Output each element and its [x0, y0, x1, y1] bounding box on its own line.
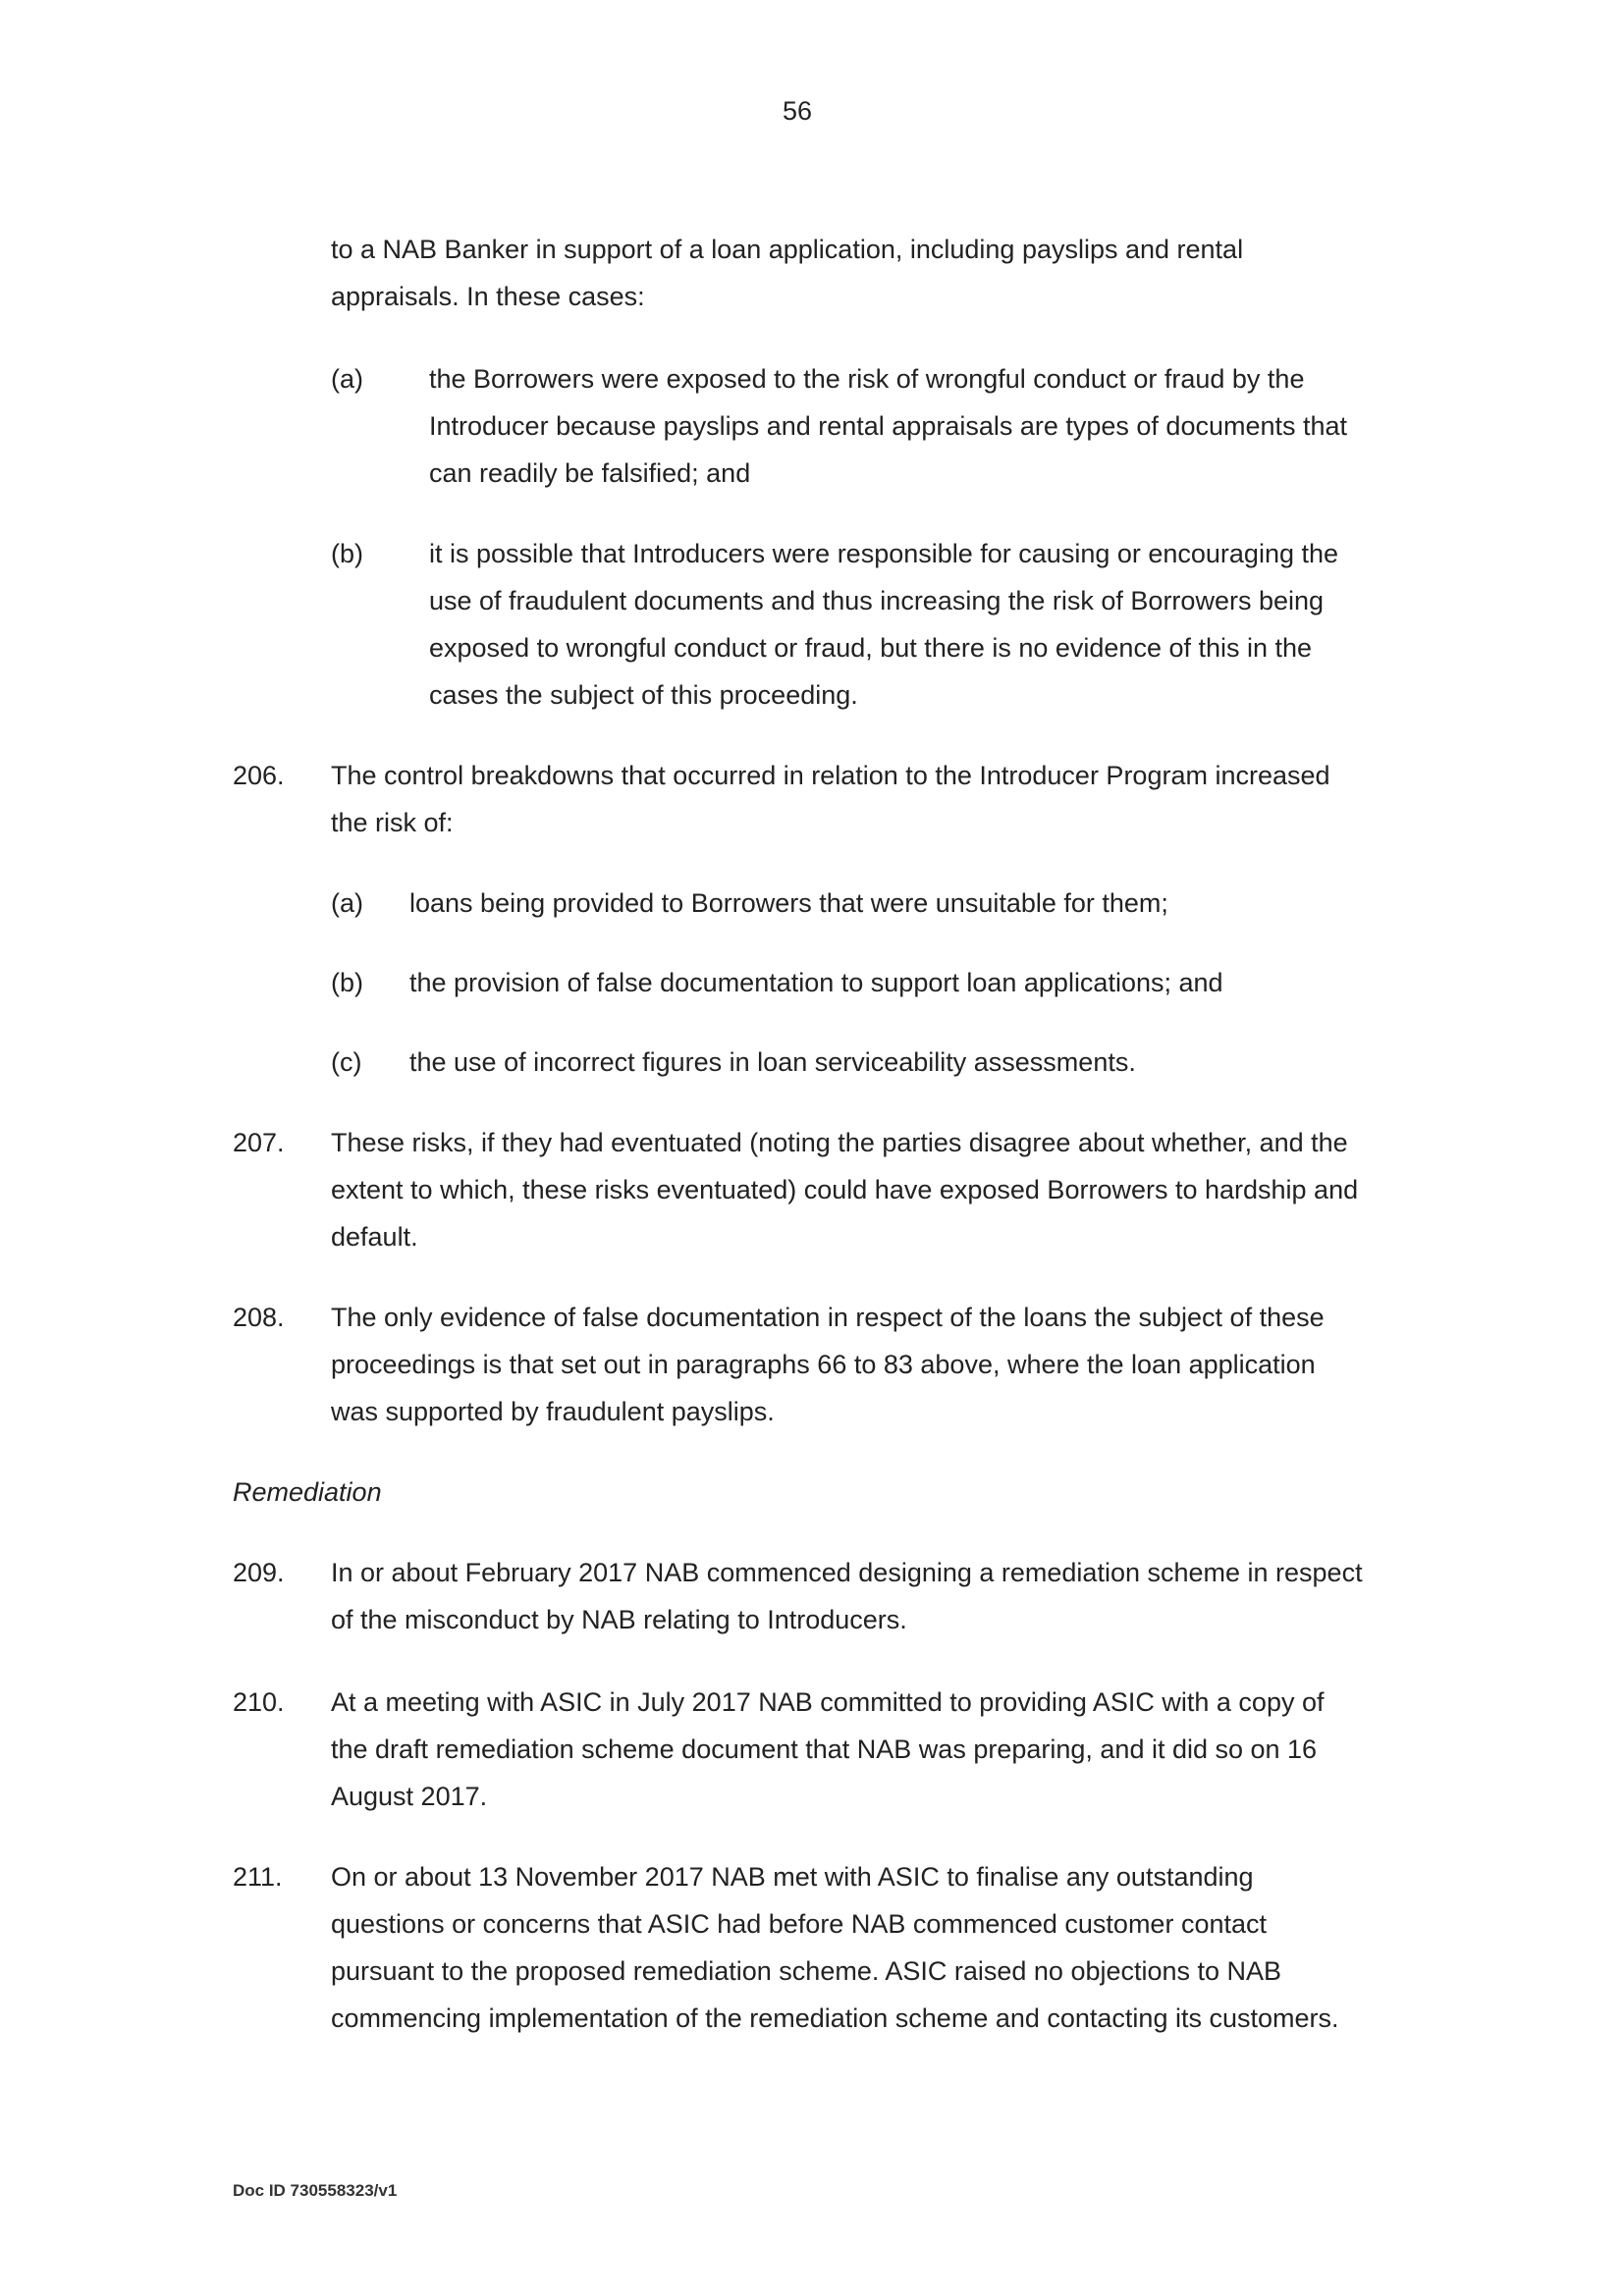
continuation-paragraph	[331, 226, 1411, 320]
page-number: 56	[782, 96, 813, 126]
paragraph-number: 211.	[233, 1862, 283, 1892]
sub-item-label: (c)	[331, 1047, 362, 1077]
text-line: In or about February 2017 NAB commenced designing a remediation scheme in respect	[331, 1558, 1363, 1587]
text-line: extent to which, these risks eventuated) could have exposed Borrowers to hardship and	[331, 1175, 1359, 1204]
text-line: On or about 13 November 2017 NAB met with ASIC to finalise any outstanding	[331, 1862, 1254, 1892]
sub-item-label: (a)	[331, 888, 363, 918]
text-line: commencing implementation of the remediation scheme and contacting its customers.	[331, 2003, 1339, 2033]
text-line: to a NAB Banker in support of a loan application, including payslips and rental	[331, 235, 1244, 264]
text-line: appraisals. In these cases:	[331, 282, 645, 311]
text-line: cases the subject of this proceeding.	[429, 680, 858, 710]
text-line: August 2017.	[331, 1782, 488, 1811]
text-line: exposed to wrongful conduct or fraud, but there is no evidence of this in the	[429, 633, 1313, 663]
text-line: At a meeting with ASIC in July 2017 NAB committed to providing ASIC with a copy of	[331, 1687, 1325, 1717]
paragraph-text	[331, 1549, 1411, 1643]
text-line: Introducer because payslips and rental appraisals are types of documents that	[429, 411, 1348, 441]
paragraph-text	[331, 1119, 1411, 1260]
paragraph-text	[331, 1294, 1411, 1435]
text-line: The only evidence of false documentation in respect of the loans the subject of these	[331, 1303, 1325, 1332]
paragraph-number: 207.	[233, 1128, 285, 1157]
paragraph-number: 210.	[233, 1687, 285, 1717]
text-line: of the misconduct by NAB relating to Introducers.	[331, 1605, 907, 1634]
text-line: questions or concerns that ASIC had before NAB commenced customer contact	[331, 1909, 1267, 1939]
text-line: The control breakdowns that occurred in relation to the Introducer Program increased	[331, 761, 1330, 790]
sub-item-text: the use of incorrect figures in loan serviceability assessments.	[409, 1047, 1136, 1077]
text-line: it is possible that Introducers were responsible for causing or encouraging the	[429, 539, 1339, 568]
text-line: use of fraudulent documents and thus increasing the risk of Borrowers being	[429, 586, 1325, 615]
sub-item-text: loans being provided to Borrowers that were unsuitable for them;	[409, 888, 1168, 918]
paragraph-number: 208.	[233, 1303, 285, 1332]
text-line: was supported by fraudulent payslips.	[331, 1397, 775, 1426]
text-line: default.	[331, 1222, 418, 1252]
paragraph-number: 206.	[233, 761, 285, 790]
paragraph-text	[331, 1679, 1411, 1820]
text-line: pursuant to the proposed remediation scheme. ASIC raised no objections to NAB	[331, 1956, 1282, 1986]
text-line: the Borrowers were exposed to the risk of wrongful conduct or fraud by the	[429, 364, 1305, 394]
sub-item-label: (b)	[331, 968, 363, 997]
sub-item-text: the provision of false documentation to support loan applications; and	[409, 968, 1223, 997]
paragraph-text	[331, 752, 1411, 846]
document-id-footer: Doc ID 730558323/v1	[233, 2181, 398, 2200]
section-heading: Remediation	[233, 1477, 382, 1507]
text-line: the risk of:	[331, 808, 454, 837]
sub-item-text	[429, 355, 1411, 497]
paragraph-text	[331, 1853, 1411, 2042]
text-line: These risks, if they had eventuated (noting the parties disagree about whether, and the	[331, 1128, 1348, 1157]
paragraph-number: 209.	[233, 1558, 285, 1587]
text-line: the draft remediation scheme document that NAB was preparing, and it did so on 16	[331, 1735, 1318, 1764]
sub-item-label: (a)	[331, 364, 363, 394]
text-line: can readily be falsified; and	[429, 458, 751, 488]
text-line: proceedings is that set out in paragraphs 66 to 83 above, where the loan application	[331, 1350, 1316, 1379]
sub-item-label: (b)	[331, 539, 363, 568]
sub-item-text	[429, 530, 1411, 719]
